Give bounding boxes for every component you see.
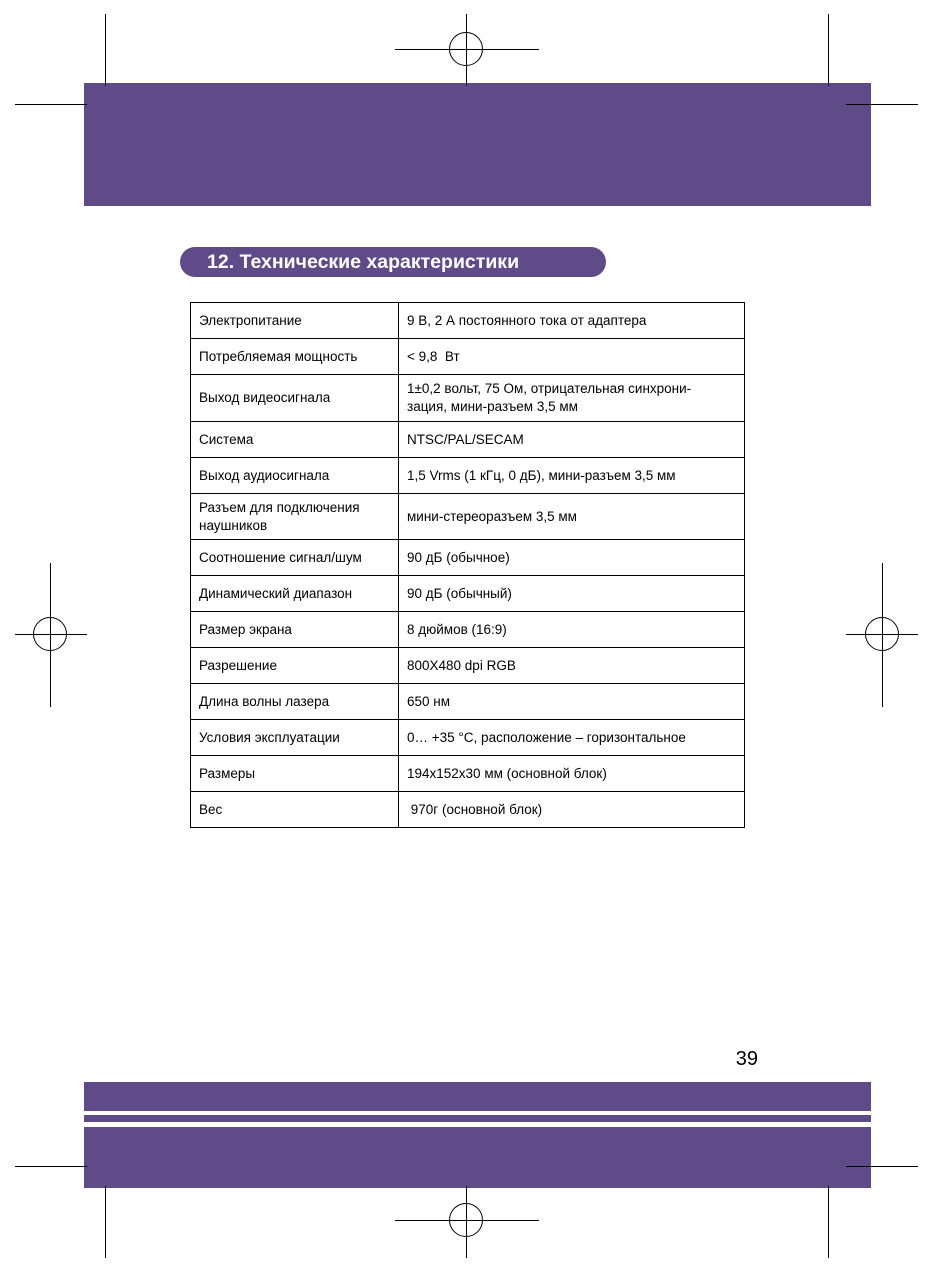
crop-mark	[828, 14, 829, 86]
table-row	[191, 792, 745, 828]
bottom-band-upper	[84, 1082, 871, 1111]
spec-value-cell: 1,5 Vrms (1 кГц, 0 дБ), мини-разъем 3,5 мм	[399, 458, 745, 494]
spec-value-cell: 90 дБ (обычный)	[399, 576, 745, 612]
table-row	[191, 648, 745, 684]
spec-value-cell: 90 дБ (обычное)	[399, 540, 745, 576]
crop-mark	[846, 1166, 918, 1167]
spec-name-cell: Потребляемая мощность	[191, 339, 399, 375]
table-row	[191, 576, 745, 612]
crop-mark	[846, 104, 918, 105]
registration-mark-circle	[33, 617, 67, 651]
spec-value-cell: 0… +35 °С, расположение – горизонтальное	[399, 720, 745, 756]
table-row	[191, 720, 745, 756]
specifications-table-body	[191, 303, 745, 828]
spec-value-cell: 9 В, 2 А постоянного тока от адаптера	[399, 303, 745, 339]
spec-name-cell: Вес	[191, 792, 399, 828]
spec-name-cell: Соотношение сигнал/шум	[191, 540, 399, 576]
spec-name-cell: Электропитание	[191, 303, 399, 339]
specifications-table	[190, 302, 745, 828]
spec-value-cell: 1±0,2 вольт, 75 Ом, отрицательная синхрони- зация, мини-разъем 3,5 мм	[399, 375, 745, 422]
crop-mark	[15, 1166, 87, 1167]
spec-name-cell: Разрешение	[191, 648, 399, 684]
table-row	[191, 540, 745, 576]
spec-value-cell: 650 нм	[399, 684, 745, 720]
bottom-band-lower	[84, 1127, 871, 1188]
table-row	[191, 756, 745, 792]
spec-value-cell: 970г (основной блок)	[399, 792, 745, 828]
crop-mark	[105, 14, 106, 86]
registration-mark-circle	[449, 32, 483, 66]
table-row	[191, 303, 745, 339]
spec-name-cell: Размеры	[191, 756, 399, 792]
spec-value-cell: < 9,8 Вт	[399, 339, 745, 375]
spec-name-cell: Размер экрана	[191, 612, 399, 648]
table-row	[191, 612, 745, 648]
table-row	[191, 684, 745, 720]
table-row	[191, 339, 745, 375]
spec-value-cell: 194x152x30 мм (основной блок)	[399, 756, 745, 792]
spec-value-cell: 800X480 dpi RGB	[399, 648, 745, 684]
crop-mark	[105, 1186, 106, 1258]
spec-value-cell: NTSC/PAL/SECAM	[399, 422, 745, 458]
page-number: 39	[735, 1048, 758, 1070]
registration-mark-circle	[449, 1203, 483, 1237]
table-row	[191, 458, 745, 494]
registration-mark-circle	[865, 617, 899, 651]
spec-name-cell: Динамический диапазон	[191, 576, 399, 612]
crop-mark	[828, 1186, 829, 1258]
table-row	[191, 494, 745, 540]
spec-name-cell: Система	[191, 422, 399, 458]
table-row	[191, 375, 745, 422]
spec-name-cell: Выход видеосигнала	[191, 375, 399, 422]
bottom-band-middle	[84, 1115, 871, 1122]
crop-mark	[15, 104, 87, 105]
section-heading: 12. Технические характеристики	[207, 251, 520, 273]
spec-name-cell: Длина волны лазера	[191, 684, 399, 720]
spec-name-cell: Условия эксплуатации	[191, 720, 399, 756]
spec-name-cell: Выход аудиосигнала	[191, 458, 399, 494]
spec-name-cell: Разъем для подключения наушников	[191, 494, 399, 540]
top-band	[84, 83, 871, 206]
spec-value-cell: мини-стереоразъем 3,5 мм	[399, 494, 745, 540]
table-row	[191, 422, 745, 458]
spec-value-cell: 8 дюймов (16:9)	[399, 612, 745, 648]
